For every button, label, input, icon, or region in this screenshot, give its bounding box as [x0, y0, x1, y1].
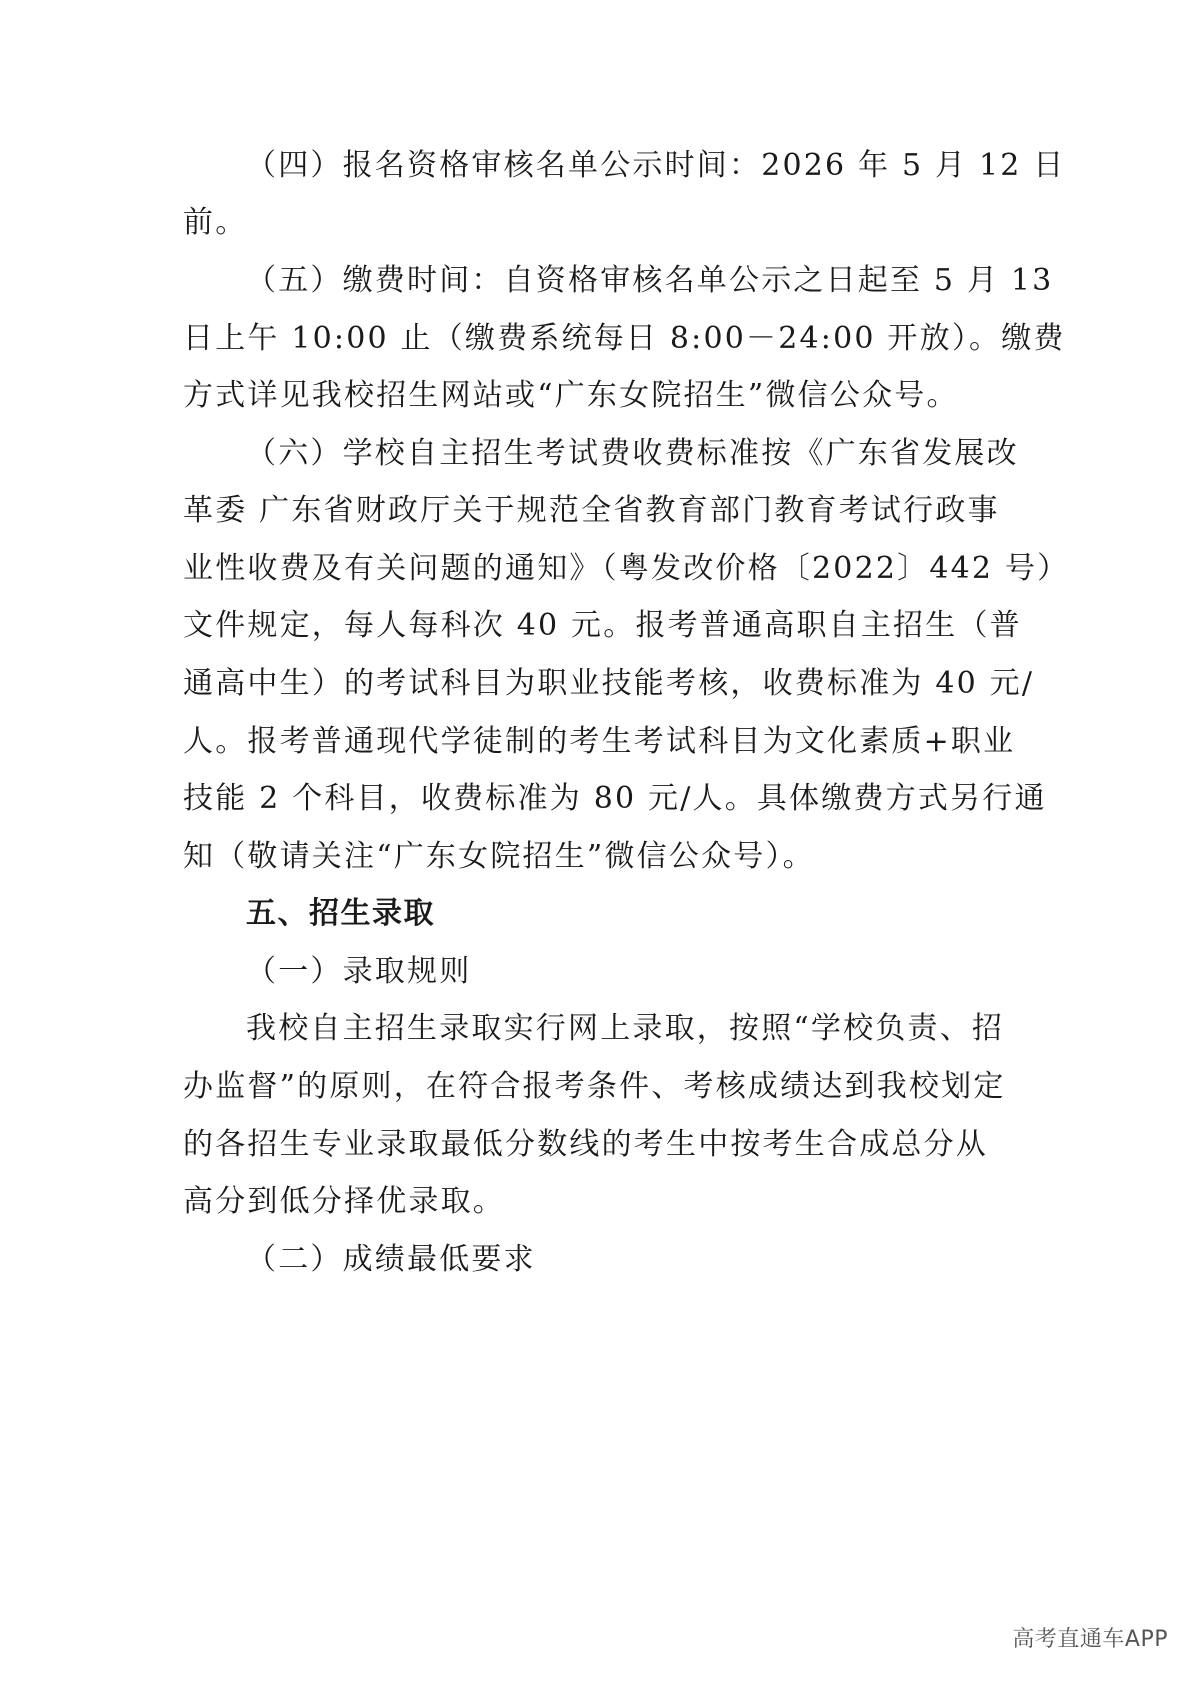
subsection-heading: （二）成绩最低要求	[246, 1242, 536, 1277]
watermark: 高考直通车APP	[1012, 1627, 1168, 1652]
section-heading: 五、招生录取	[246, 896, 435, 931]
subsection-heading: （一）录取规则	[246, 954, 472, 989]
paragraph-line: 方式详见我校招生网站或“广东女院招生”微信公众号。	[183, 378, 959, 413]
paragraph-line: 业性收费及有关问题的通知》（粤发改价格〔2022〕442 号）	[183, 551, 1070, 586]
paragraph-line: 高分到低分择优录取。	[183, 1184, 505, 1219]
paragraph-line: 通高中生）的考试科目为职业技能考核，收费标准为 40 元/	[183, 666, 1035, 701]
paragraph-line: 日上午 10:00 止（缴费系统每日 8:00－24:00 开放）。缴费	[183, 321, 1066, 356]
paragraph-line: 人。报考普通现代学徒制的考生考试科目为文化素质+职业	[183, 724, 1016, 759]
paragraph-line: 知（敬请关注“广东女院招生”微信公众号）。	[183, 839, 815, 874]
paragraph-line: 技能 2 个科目，收费标准为 80 元/人。具体缴费方式另行通	[183, 781, 1047, 816]
paragraph-line: 我校自主招生录取实行网上录取，按照“学校负责、招	[246, 1011, 1005, 1046]
paragraph-line: （四）报名资格审核名单公示时间：2026 年 5 月 12 日	[246, 148, 1066, 183]
paragraph-line: 办监督”的原则，在符合报考条件、考核成绩达到我校划定	[183, 1069, 1006, 1104]
paragraph-line: （六）学校自主招生考试费收费标准按《广东省发展改	[246, 436, 1019, 471]
paragraph-line: （五）缴费时间：自资格审核名单公示之日起至 5 月 13	[246, 263, 1054, 298]
paragraph-line: 前。	[183, 205, 248, 240]
paragraph-line: 革委 广东省财政厅关于规范全省教育部门教育考试行政事	[183, 493, 1000, 528]
paragraph-line: 文件规定，每人每科次 40 元。报考普通高职自主招生（普	[183, 608, 1022, 643]
paragraph-line: 的各招生专业录取最低分数线的考生中按考生合成总分从	[183, 1127, 988, 1162]
